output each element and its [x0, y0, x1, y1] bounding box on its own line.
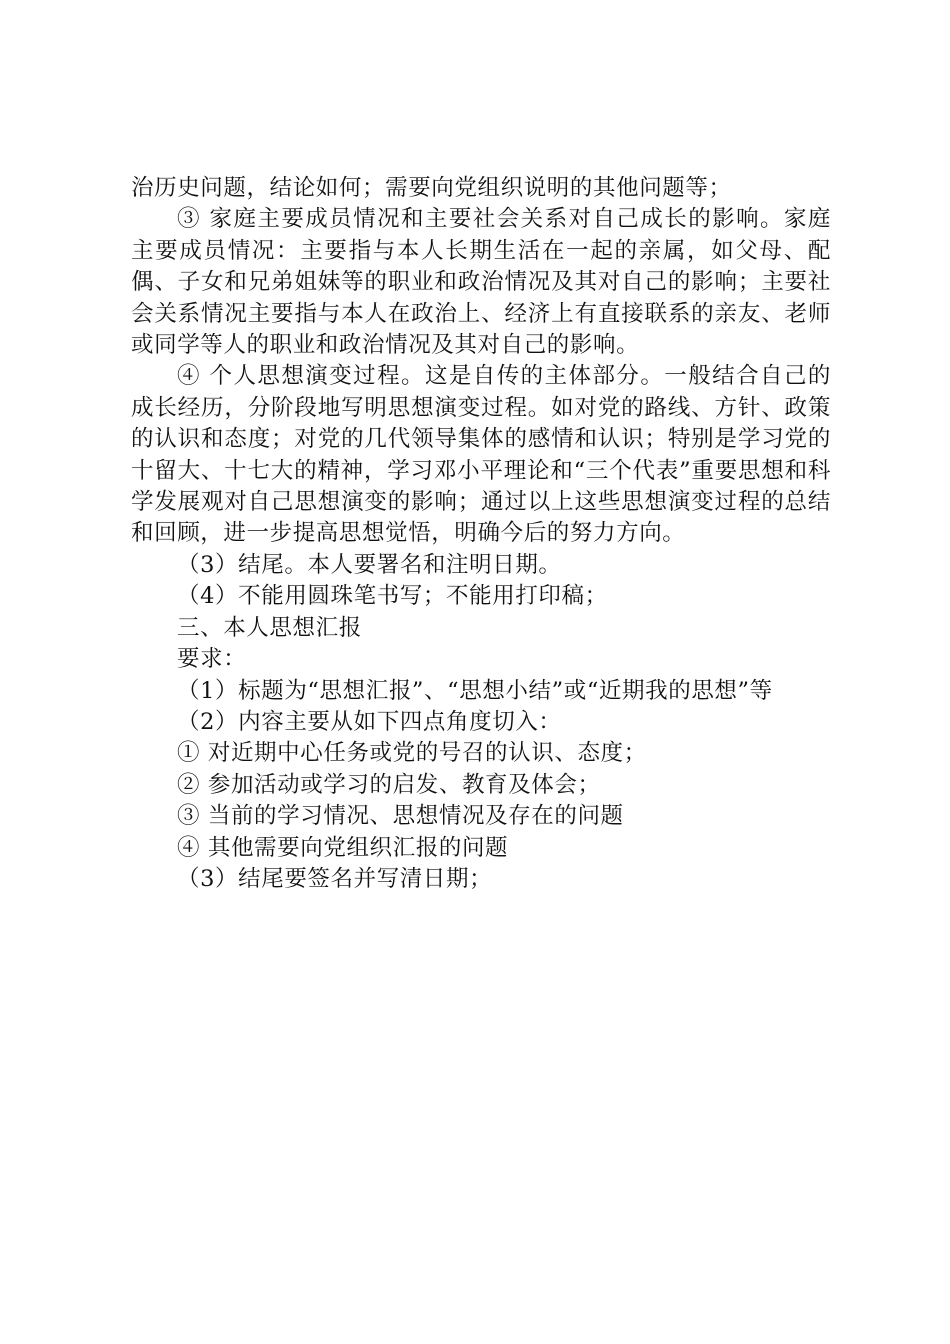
paragraph-requirements-label: 要求：	[177, 646, 247, 673]
document-body	[131, 173, 831, 895]
paragraph-ending-signature: （3）结尾。本人要署名和注明日期。	[177, 551, 562, 578]
paragraph-political-history: 治历史问题，结论如何；需要向党组织说明的其他问题等；	[131, 175, 732, 201]
paragraph-thought-evolution: ④ 个人思想演变过程。这是自传的主体部分。一般结合自己的成长经历，分阶段地写明思想演变过程。如对党的路线、方针、政策的认识和态度；对党的几代领导集体的感情和认识；特别是学习党的十留大、十七大的精神，学习邓小平理论和“三个代表”重要思想和科学发展观对自己思想演变的影响；通过以上这些思想演变过程的总结和回顾，进一步提高思想觉悟，明确今后的努力方向。	[131, 363, 831, 547]
list-item-angle-1: ① 对近期中心任务或党的号召的认识、态度；	[177, 740, 647, 767]
paragraph-ending-date: （3）结尾要签名并写清日期；	[177, 865, 493, 892]
list-item-angle-2: ② 参加活动或学习的启发、教育及体会；	[177, 771, 601, 798]
paragraph-family-members: ③ 家庭主要成员情况和主要社会关系对自己成长的影响。家庭主要成员情况：主要指与本人长期生活在一起的亲属，如父母、配偶、子女和兄弟姐妹等的职业和政治情况及其对自己的影响；主要社会关系情况主要指与本人在政治上、经济上有直接联系的亲友、老师或同学等人的职业和政治情况及其对自己的影响。	[131, 206, 831, 359]
paragraph-title-requirement: （1）标题为“思想汇报”、“思想小结”或“近期我的思想”等	[177, 677, 773, 704]
paragraph-content-angles: （2）内容主要从如下四点角度切入：	[177, 708, 562, 735]
section-heading-thought-report: 三、本人思想汇报	[177, 614, 362, 641]
list-item-angle-3: ③ 当前的学习情况、思想情况及存在的问题	[177, 803, 624, 830]
list-item-angle-4: ④ 其他需要向党组织汇报的问题	[177, 834, 509, 861]
paragraph-no-ballpoint: （4）不能用圆珠笔书写；不能用打印稿；	[177, 583, 608, 610]
